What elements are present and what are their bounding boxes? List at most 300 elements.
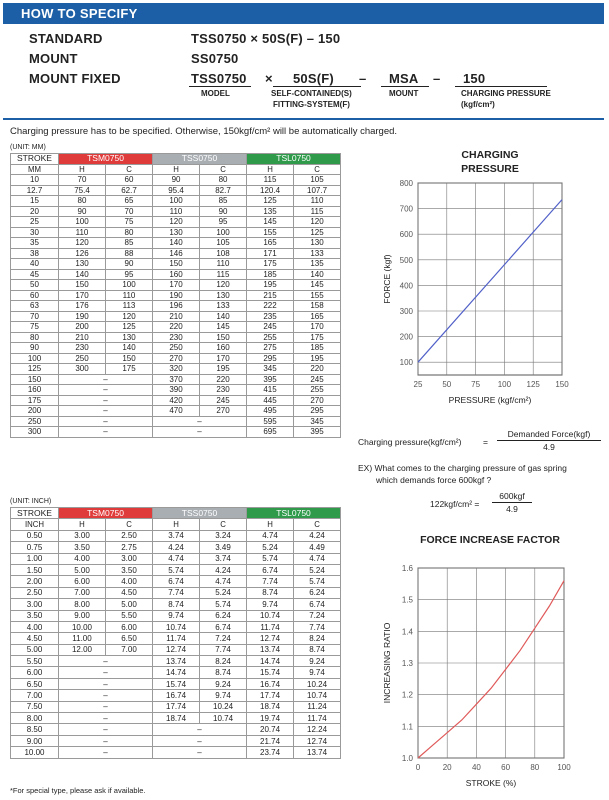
underline — [381, 86, 429, 87]
table-cell: 13.74 — [294, 747, 341, 758]
table-cell: 0.75 — [11, 542, 59, 553]
formula-denominator: 4.9 — [543, 442, 555, 452]
x-tick-label: 125 — [526, 380, 540, 389]
table-cell: 245 — [294, 374, 341, 385]
y-tick-label: 1.1 — [401, 722, 413, 732]
table-cell: – — [59, 724, 153, 735]
model-header: TSM0750 — [59, 508, 153, 519]
chart1-title-text: CHARGING PRESSURE — [461, 149, 519, 175]
table-row — [11, 576, 341, 587]
table-cell: – — [59, 395, 153, 406]
table-cell: 133 — [294, 248, 341, 259]
formula-lhs: Charging pressure(kgf/cm²) — [358, 437, 462, 447]
table-cell: 10.24 — [294, 678, 341, 689]
underline — [455, 86, 547, 87]
table-cell: 9.74 — [200, 690, 247, 701]
table-cell: 395 — [247, 374, 294, 385]
table-cell: 4.74 — [153, 553, 200, 564]
table-cell: 8.24 — [294, 633, 341, 644]
table-cell: 160 — [11, 385, 59, 396]
table-cell: 5.00 — [11, 644, 59, 655]
y-tick-label: 1.0 — [401, 754, 413, 763]
table-cell: – — [59, 374, 153, 385]
table-cell: 320 — [153, 364, 200, 375]
table-cell: 230 — [59, 343, 106, 354]
table-cell: 255 — [247, 332, 294, 343]
table-row — [11, 322, 341, 333]
table-cell: 170 — [153, 280, 200, 291]
table-cell: 130 — [200, 290, 247, 301]
table-cell: – — [59, 735, 153, 746]
table-cell: – — [59, 667, 153, 678]
table-cell: 9.74 — [153, 610, 200, 621]
table-row — [11, 553, 341, 564]
table-cell: 25 — [11, 217, 59, 228]
table-cell: 7.00 — [11, 690, 59, 701]
subheader-cell: C — [294, 164, 341, 175]
table-row — [11, 667, 341, 678]
table-cell: 3.00 — [59, 530, 106, 541]
dash-sign: – — [433, 71, 441, 86]
stroke-header: STROKE — [11, 154, 59, 165]
x-tick-label: 40 — [471, 763, 481, 772]
table-cell: – — [59, 747, 153, 758]
table-cell: 196 — [153, 301, 200, 312]
table-cell: 6.00 — [106, 621, 153, 632]
table-cell: 195 — [200, 364, 247, 375]
table-cell: 6.50 — [106, 633, 153, 644]
chart2-title — [420, 533, 560, 547]
table-cell: 1.00 — [11, 553, 59, 564]
table-cell: 6.74 — [153, 576, 200, 587]
table-cell: 175 — [294, 332, 341, 343]
table-cell: 5.50 — [11, 656, 59, 667]
pressure-unit-label: (kgf/cm²) — [461, 100, 495, 109]
x-tick-label: 100 — [497, 380, 512, 389]
table-cell: 175 — [11, 395, 59, 406]
table-cell: 62.7 — [106, 185, 153, 196]
y-tick-label: 800 — [399, 179, 413, 188]
table-cell: 40 — [11, 259, 59, 270]
table-cell: 75.4 — [59, 185, 106, 196]
table-cell: 15.74 — [153, 678, 200, 689]
table-cell: 222 — [247, 301, 294, 312]
table-cell: 4.00 — [11, 621, 59, 632]
table-cell: 5.24 — [200, 587, 247, 598]
table-cell: 113 — [106, 301, 153, 312]
table-cell: 110 — [200, 259, 247, 270]
table-row — [11, 564, 341, 575]
table-cell: 170 — [200, 353, 247, 364]
table-cell: 245 — [200, 395, 247, 406]
table-cell: 2.50 — [11, 587, 59, 598]
table-cell: 140 — [59, 269, 106, 280]
table-cell: 133 — [200, 301, 247, 312]
fitting-system-label: FITTING-SYSTEM(F) — [273, 100, 350, 109]
table-cell: 30 — [11, 227, 59, 238]
table-row — [11, 599, 341, 610]
mount-label: MOUNT — [29, 51, 78, 66]
table-cell: 80 — [106, 227, 153, 238]
table-cell: 90 — [106, 259, 153, 270]
example-question-cont: which demands force 600kgf ? — [376, 475, 492, 485]
y-tick-label: 100 — [399, 358, 413, 368]
table-row — [11, 301, 341, 312]
table-cell: 230 — [200, 385, 247, 396]
table-cell: 4.24 — [200, 564, 247, 575]
table-cell: 9.24 — [200, 678, 247, 689]
table-cell: 16.74 — [153, 690, 200, 701]
table-cell: 11.74 — [294, 713, 341, 724]
x-tick-label: 80 — [530, 763, 540, 772]
table-cell: 7.24 — [200, 633, 247, 644]
y-tick-label: 700 — [399, 204, 413, 214]
table-row — [11, 713, 341, 724]
table-cell: – — [59, 416, 153, 427]
table-cell: – — [59, 701, 153, 712]
table-cell: 12.74 — [153, 644, 200, 655]
table-row — [11, 311, 341, 322]
table-cell: 6.74 — [200, 621, 247, 632]
table-cell: 176 — [59, 301, 106, 312]
table-cell: 23.74 — [247, 747, 294, 758]
table-row — [11, 530, 341, 541]
table-row — [11, 656, 341, 667]
table-cell: 120 — [200, 280, 247, 291]
table-cell: 10.00 — [11, 747, 59, 758]
table-cell: 245 — [247, 322, 294, 333]
table-cell: 4.49 — [294, 542, 341, 553]
table-cell: 100 — [59, 217, 106, 228]
table-cell: 82.7 — [200, 185, 247, 196]
table-cell: 195 — [247, 280, 294, 291]
subheader-cell: H — [59, 519, 106, 530]
y-tick-label: 1.4 — [401, 627, 413, 637]
table-cell: 5.74 — [153, 564, 200, 575]
table-cell: 140 — [200, 311, 247, 322]
table-cell: 38 — [11, 248, 59, 259]
y-tick-label: 1.2 — [401, 690, 413, 700]
table-cell: 130 — [153, 227, 200, 238]
table-row — [11, 644, 341, 655]
table-cell: 345 — [294, 416, 341, 427]
table-cell: 10.74 — [247, 610, 294, 621]
table-cell: 165 — [247, 238, 294, 249]
table-cell: 95.4 — [153, 185, 200, 196]
mount-code: SS0750 — [191, 51, 239, 66]
table-cell: 9.74 — [247, 599, 294, 610]
x-tick-label: 60 — [501, 763, 511, 772]
table-cell: 250 — [153, 343, 200, 354]
table-cell: 45 — [11, 269, 59, 280]
table-cell: 13.74 — [247, 644, 294, 655]
table-row — [11, 633, 341, 644]
table-cell: 120 — [153, 217, 200, 228]
table-cell: 125 — [11, 364, 59, 375]
table-cell: 120 — [294, 217, 341, 228]
table-cell: 70 — [59, 175, 106, 186]
y-tick-label: 400 — [399, 281, 413, 291]
table-cell: 445 — [247, 395, 294, 406]
table-cell: 250 — [11, 416, 59, 427]
model-header: TSS0750 — [153, 508, 247, 519]
table-cell: 75 — [11, 322, 59, 333]
table-cell: 105 — [200, 238, 247, 249]
table-cell: – — [59, 690, 153, 701]
specify-block — [3, 24, 604, 120]
table-cell: 145 — [247, 217, 294, 228]
table-row — [11, 374, 341, 385]
subheader-cell: C — [200, 164, 247, 175]
table-cell: 3.24 — [200, 530, 247, 541]
table-cell: 155 — [294, 290, 341, 301]
table-cell: 13.74 — [153, 656, 200, 667]
table-row — [11, 196, 341, 207]
table-cell: 18.74 — [153, 713, 200, 724]
table-cell: – — [59, 678, 153, 689]
table-cell: 95 — [200, 217, 247, 228]
table-row — [11, 724, 341, 735]
fraction-line — [497, 440, 601, 441]
table-cell: 110 — [294, 196, 341, 207]
table-cell: 85 — [200, 196, 247, 207]
formula-fraction — [497, 429, 601, 452]
example-denominator: 4.9 — [506, 504, 518, 514]
table-cell: 295 — [294, 406, 341, 417]
table-row — [11, 206, 341, 217]
force-increase-chart — [355, 560, 605, 796]
table-cell: 110 — [59, 227, 106, 238]
table-cell: 370 — [153, 374, 200, 385]
table-row — [11, 701, 341, 712]
table-row — [11, 678, 341, 689]
table-row — [11, 587, 341, 598]
table-cell: 395 — [294, 427, 341, 438]
table-cell: 9.24 — [294, 656, 341, 667]
formula-numerator: Demanded Force(kgf) — [507, 429, 591, 439]
table-cell: 80 — [11, 332, 59, 343]
table-cell: 270 — [153, 353, 200, 364]
table-cell: 160 — [153, 269, 200, 280]
subheader-cell: INCH — [11, 519, 59, 530]
model-code: TSS0750 — [191, 71, 247, 86]
x-tick-label: 25 — [413, 380, 423, 389]
example-question: EX) What comes to the charging pressure of gas spring — [358, 463, 567, 473]
table-cell: 11.74 — [153, 633, 200, 644]
table-row — [11, 542, 341, 553]
example-fraction — [492, 491, 532, 514]
table-cell: 295 — [247, 353, 294, 364]
table-row — [11, 427, 341, 438]
table-cell: 495 — [247, 406, 294, 417]
underline — [189, 86, 251, 87]
table-cell: 150 — [200, 332, 247, 343]
table-cell: 12.7 — [11, 185, 59, 196]
table-cell: 12.74 — [247, 633, 294, 644]
table-cell: 185 — [247, 269, 294, 280]
table-cell: 3.50 — [106, 564, 153, 575]
table-cell: 5.00 — [59, 564, 106, 575]
table-cell: 90 — [59, 206, 106, 217]
subheader-cell: H — [247, 164, 294, 175]
self-contained-label: SELF-CONTAINED(S) — [271, 89, 352, 98]
table-cell: 120 — [59, 238, 106, 249]
table-row — [11, 248, 341, 259]
mount-fixed-label: MOUNT FIXED — [29, 71, 121, 86]
table-cell: 1.50 — [11, 564, 59, 575]
table-cell: 100 — [200, 227, 247, 238]
table-cell: 5.74 — [294, 576, 341, 587]
table-row — [11, 185, 341, 196]
table-cell: – — [153, 724, 247, 735]
stroke-table-mm — [10, 153, 341, 438]
table-cell: 6.00 — [11, 667, 59, 678]
table-cell: 150 — [11, 374, 59, 385]
table-cell: 105 — [294, 175, 341, 186]
table-cell: 126 — [59, 248, 106, 259]
table-cell: 3.00 — [11, 599, 59, 610]
table-cell: 6.24 — [200, 610, 247, 621]
table-cell: 5.24 — [294, 564, 341, 575]
y-tick-label: 600 — [399, 230, 413, 240]
table-cell: 21.74 — [247, 735, 294, 746]
table-cell: 80 — [200, 175, 247, 186]
table-cell: 220 — [294, 364, 341, 375]
table-cell: – — [153, 735, 247, 746]
mount-option-code: MSA — [389, 71, 419, 86]
table-cell: 11.00 — [59, 633, 106, 644]
table-cell: 0.50 — [11, 530, 59, 541]
table-cell: 4.24 — [294, 530, 341, 541]
table-cell: 20.74 — [247, 724, 294, 735]
table-row — [11, 227, 341, 238]
table-cell: 70 — [11, 311, 59, 322]
table-cell: 50 — [11, 280, 59, 291]
model-header: TSS0750 — [153, 154, 247, 165]
table-cell: 160 — [200, 343, 247, 354]
table-cell: 7.74 — [200, 644, 247, 655]
table-cell: 7.24 — [294, 610, 341, 621]
table-cell: 130 — [294, 238, 341, 249]
table-cell: 8.74 — [247, 587, 294, 598]
table-cell: 5.50 — [106, 610, 153, 621]
table-cell: 4.00 — [59, 553, 106, 564]
table-cell: 200 — [59, 322, 106, 333]
table-cell: 10.74 — [200, 713, 247, 724]
table-cell: 3.74 — [200, 553, 247, 564]
table-cell: 4.74 — [247, 530, 294, 541]
subheader-cell: H — [153, 519, 200, 530]
table-cell: 8.24 — [200, 656, 247, 667]
model-header: TSM0750 — [59, 154, 153, 165]
table-cell: 695 — [247, 427, 294, 438]
table-cell: 158 — [294, 301, 341, 312]
table-row — [11, 735, 341, 746]
formula-eq: = — [483, 437, 488, 447]
plot-frame — [418, 183, 562, 375]
table-cell: 140 — [294, 269, 341, 280]
table-cell: 100 — [153, 196, 200, 207]
stroke-header: STROKE — [11, 508, 59, 519]
y-tick-label: 1.5 — [401, 595, 413, 605]
section-header: HOW TO SPECIFY — [3, 3, 604, 24]
table-cell: 390 — [153, 385, 200, 396]
table-cell: 8.00 — [11, 713, 59, 724]
table-cell: 170 — [294, 322, 341, 333]
table-cell: 235 — [247, 311, 294, 322]
table-cell: 85 — [106, 238, 153, 249]
table-cell: 5.24 — [247, 542, 294, 553]
table-row — [11, 747, 341, 758]
footnote: *For special type, please ask if available. — [10, 786, 146, 795]
underline — [273, 86, 361, 87]
subheader-cell: C — [106, 164, 153, 175]
table-row — [11, 385, 341, 396]
table-cell: 300 — [59, 364, 106, 375]
standard-label: STANDARD — [29, 31, 103, 46]
subheader-cell: C — [200, 519, 247, 530]
table-cell: 195 — [294, 353, 341, 364]
table-cell: 95 — [106, 269, 153, 280]
y-tick-label: 300 — [399, 307, 413, 316]
table-cell: 185 — [294, 343, 341, 354]
table-row — [11, 395, 341, 406]
subheader-cell: C — [106, 519, 153, 530]
table-cell: 120.4 — [247, 185, 294, 196]
table-cell: 15.74 — [247, 667, 294, 678]
table-cell: 3.50 — [59, 542, 106, 553]
table-cell: – — [59, 406, 153, 417]
table-cell: 4.74 — [200, 576, 247, 587]
table-cell: 415 — [247, 385, 294, 396]
table-cell: 190 — [59, 311, 106, 322]
table-cell: 75 — [106, 217, 153, 228]
table-cell: 11.24 — [294, 701, 341, 712]
table-cell: 5.00 — [106, 599, 153, 610]
table-cell: 155 — [247, 227, 294, 238]
table-cell: 9.00 — [59, 610, 106, 621]
table-cell: 63 — [11, 301, 59, 312]
table-cell: 220 — [153, 322, 200, 333]
table-cell: 125 — [294, 227, 341, 238]
table-cell: 125 — [247, 196, 294, 207]
table-cell: 108 — [200, 248, 247, 259]
y-tick-label: 500 — [399, 255, 413, 265]
table-cell: 110 — [153, 206, 200, 217]
x-tick-label: 20 — [442, 763, 452, 772]
table-cell: 100 — [11, 353, 59, 364]
table-cell: 4.74 — [294, 553, 341, 564]
table-cell: 18.74 — [247, 701, 294, 712]
x-tick-label: 100 — [557, 763, 571, 772]
table-cell: 135 — [247, 206, 294, 217]
table-cell: 7.74 — [294, 621, 341, 632]
table-cell: 6.74 — [294, 599, 341, 610]
table-cell: 2.75 — [106, 542, 153, 553]
table-cell: 210 — [153, 311, 200, 322]
table-cell: 470 — [153, 406, 200, 417]
table-cell: 200 — [11, 406, 59, 417]
subheader-cell: H — [59, 164, 106, 175]
pressure-code: 150 — [463, 71, 486, 86]
series-line — [418, 581, 564, 758]
table-cell: 8.74 — [200, 667, 247, 678]
table-row — [11, 364, 341, 375]
y-tick-label: 1.6 — [401, 564, 413, 573]
table-cell: 175 — [106, 364, 153, 375]
table-cell: 150 — [59, 280, 106, 291]
series-line — [418, 200, 562, 363]
